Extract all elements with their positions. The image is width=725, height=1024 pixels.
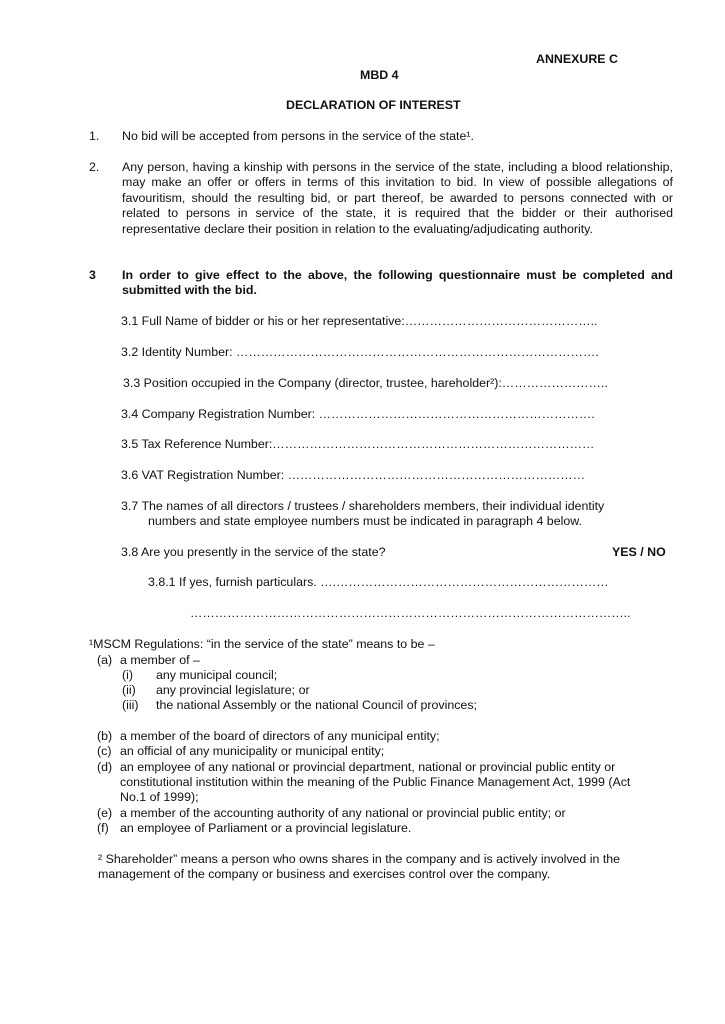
footnote-label: (e) xyxy=(97,806,113,820)
footnote-item-cont: No.1 of 1999); xyxy=(120,790,199,804)
question-directors-names: 3.7 The names of all directors / trustees / shareholders members, their individual identity xyxy=(121,499,605,513)
footnote-item: an employee of any national or provincial department, national or provincial public entity or xyxy=(120,760,616,774)
sub-item-label: (i) xyxy=(122,668,134,682)
particulars-line[interactable]: …………………………………………………………………………………………….. xyxy=(190,606,631,620)
footnote-1-intro: ¹MSCM Regulations: “in the service of the state” means to be – xyxy=(89,637,435,651)
paragraph-text: Any person, having a kinship with persons in the service of the state, including a blood relationship, may make an offer or offers in terms of this invitation to bid. In view of possible allegations of favouritism, should the resulting bid, or part thereof, be awarded to persons connected with or related to persons in service of the state, it is required that the bidder or their authorised representative declare their position in relation to the evaluating/adjudicating authority. xyxy=(122,160,673,236)
footnote-2-cont: management of the company or business and exercises control over the company. xyxy=(98,867,551,881)
footnote-label: (a) xyxy=(97,653,113,667)
footnote-label: (c) xyxy=(97,744,112,758)
question-company-registration[interactable]: 3.4 Company Registration Number: …………………………………………………………. xyxy=(121,407,595,421)
sub-item-label: (ii) xyxy=(122,683,136,697)
question-full-name[interactable]: 3.1 Full Name of bidder or his or her representative:……………………………………….. xyxy=(121,314,598,328)
paragraph-number: 2. xyxy=(89,160,100,174)
paragraph-number: 3 xyxy=(89,268,96,282)
question-position[interactable]: 3.3 Position occupied in the Company (director, trustee, hareholder²):…………………….. xyxy=(123,376,608,390)
question-identity-number[interactable]: 3.2 Identity Number: ……………………………………………………………………………. xyxy=(121,345,599,359)
form-code: MBD 4 xyxy=(360,68,399,82)
paragraph-text: No bid will be accepted from persons in the service of the state¹. xyxy=(122,129,474,143)
footnote-label: (d) xyxy=(97,760,113,774)
footnote-item: a member of the accounting authority of any national or provincial public entity; or xyxy=(120,806,566,820)
footnote-item: an official of any municipality or municipal entity; xyxy=(120,744,385,758)
footnote-item: a member of – xyxy=(120,653,200,667)
question-particulars[interactable]: 3.8.1 If yes, furnish particulars. ….………………………………………………………… xyxy=(148,575,609,589)
footnote-label: (b) xyxy=(97,729,113,743)
question-in-service: 3.8 Are you presently in the service of the state? xyxy=(121,545,386,559)
footnote-item: a member of the board of directors of any municipal entity; xyxy=(120,729,440,743)
footnote-label: (f) xyxy=(97,821,109,835)
footnote-item: an employee of Parliament or a provincial legislature. xyxy=(120,821,412,835)
sub-item-label: (iii) xyxy=(122,698,139,712)
question-directors-names-cont: numbers and state employee numbers must be indicated in paragraph 4 below. xyxy=(148,514,582,528)
sub-item-text: any provincial legislature; or xyxy=(156,683,310,697)
footnote-2: ² Shareholder” means a person who owns shares in the company and is actively involved in the xyxy=(98,852,621,866)
sub-item-text: any municipal council; xyxy=(156,668,278,682)
footnote-item-cont: constitutional institution within the meaning of the Public Finance Management Act, 1999 (Act xyxy=(120,775,631,789)
sub-item-text: the national Assembly or the national Council of provinces; xyxy=(156,698,477,712)
question-vat-registration[interactable]: 3.6 VAT Registration Number: ……………………………………………………………… xyxy=(121,468,586,482)
page-title: DECLARATION OF INTEREST xyxy=(286,98,461,112)
paragraph-text: In order to give effect to the above, the following questionnaire must be completed and submitted with the bid. xyxy=(122,268,673,298)
question-tax-reference[interactable]: 3.5 Tax Reference Number:…………………………………………………………………… xyxy=(121,437,595,451)
annexure-label: ANNEXURE C xyxy=(536,52,618,66)
paragraph-number: 1. xyxy=(89,129,100,143)
yes-no-answer[interactable]: YES / NO xyxy=(612,545,666,559)
